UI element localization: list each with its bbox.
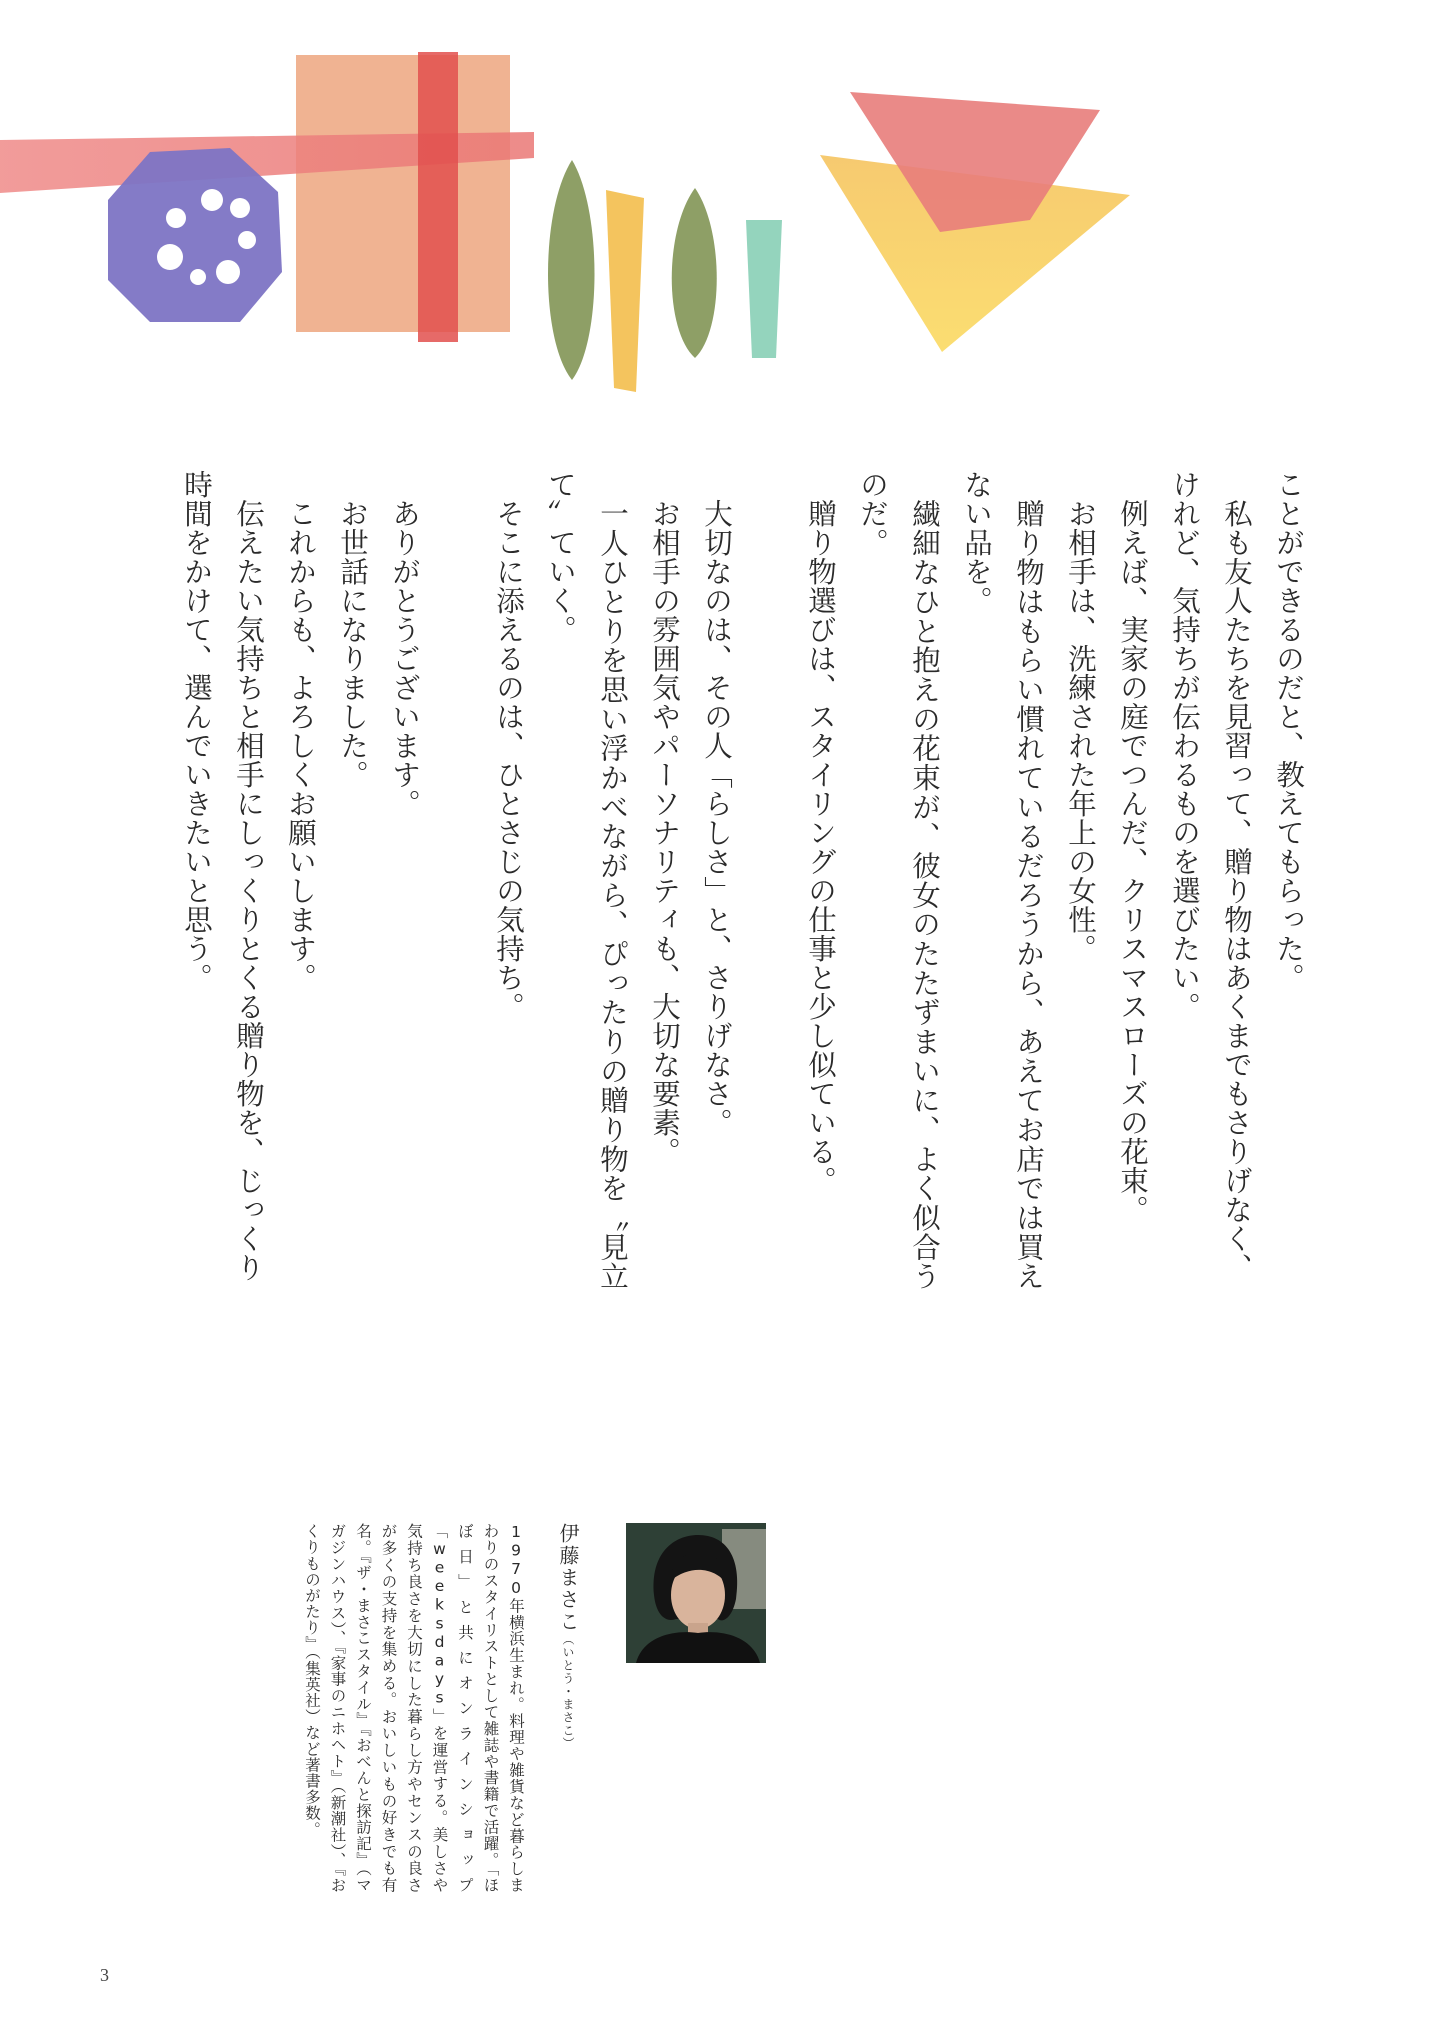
mint-bar bbox=[746, 220, 782, 358]
essay-paragraph: そこに添えるのは、ひとさじの気持ち。 bbox=[492, 498, 525, 1021]
yellow-bar bbox=[606, 190, 644, 392]
author-photo bbox=[626, 1523, 766, 1663]
author-bio: 1970年横浜生まれ。料理や雑貨など暮らしまわりのスタイリストとして雑誌や書籍で活躍。「ほぼ日」と共にオンラインショップ「weeksdays」を運営する。美しさや気持ち良さを大切にした暮らし方やセンスの良さが多くの支持を集める。おいしいもの好きでも有名。『ザ・まさこスタイル』『おべんと探訪記』（マガジンハウス）、『家事のニホヘト』（新潮社）、『おくりものがたり』（集英社）など著書多数。 bbox=[303, 1523, 525, 1893]
essay-paragraph: 繊細なひと抱えの花束が、彼女のたたずまいに、よく似合うのだ。 bbox=[856, 470, 941, 1290]
essay-paragraph: 私も友人たちを見習って、贈り物はあくまでもさりげなく、 bbox=[1220, 498, 1253, 1282]
essay-paragraph: 時間をかけて、選んでいきたいと思う。 bbox=[180, 470, 213, 992]
green-leaf-left bbox=[548, 160, 595, 380]
essay-paragraph: お相手の雰囲気やパーソナリティも、大切な要素。 bbox=[648, 498, 681, 1166]
essay-paragraph: これからも、よろしくお願いします。 bbox=[284, 498, 317, 992]
peach-rectangle bbox=[296, 55, 510, 332]
essay-paragraph: 贈り物選びは、スタイリングの仕事と少し似ている。 bbox=[804, 498, 837, 1195]
purple-octagon bbox=[108, 148, 282, 322]
essay-paragraph: 贈り物はもらい慣れているだろうから、あえてお店では買えない品を。 bbox=[960, 470, 1045, 1290]
essay-paragraph: 大切なのは、その人「らしさ」と、さりげなさ。 bbox=[700, 498, 733, 1137]
essay-paragraph: ありがとうございます。 bbox=[388, 498, 421, 818]
author-name bbox=[528, 1523, 588, 1903]
red-vertical-bar bbox=[418, 52, 458, 342]
essay-paragraph: ことができるのだと、教えてもらった。 bbox=[1272, 470, 1305, 992]
essay-paragraph: 一人ひとりを思い浮かべながら、ぴったりの贈り物を〝見立て〟ていく。 bbox=[544, 470, 629, 1290]
essay-paragraph: 例えば、実家の庭でつんだ、クリスマスローズの花束。 bbox=[1116, 498, 1149, 1224]
essay-paragraph: けれど、気持ちが伝わるものを選びたい。 bbox=[1168, 470, 1201, 1021]
essay-body bbox=[180, 470, 1314, 1290]
author-name-reading: （いとう・まさこ） bbox=[561, 1633, 575, 1750]
essay-paragraph: お世話になりました。 bbox=[336, 498, 369, 789]
paper-cut-illustration bbox=[0, 40, 1160, 400]
author-name-text: 伊藤まさこ bbox=[556, 1523, 580, 1633]
essay-paragraph: お相手は、洗練された年上の女性。 bbox=[1064, 498, 1097, 963]
green-leaf-right bbox=[672, 188, 717, 358]
essay-paragraph: 伝えたい気持ちと相手にしっくりとくる贈り物を、じっくり bbox=[232, 498, 265, 1282]
page-number: 3 bbox=[100, 1965, 109, 1985]
